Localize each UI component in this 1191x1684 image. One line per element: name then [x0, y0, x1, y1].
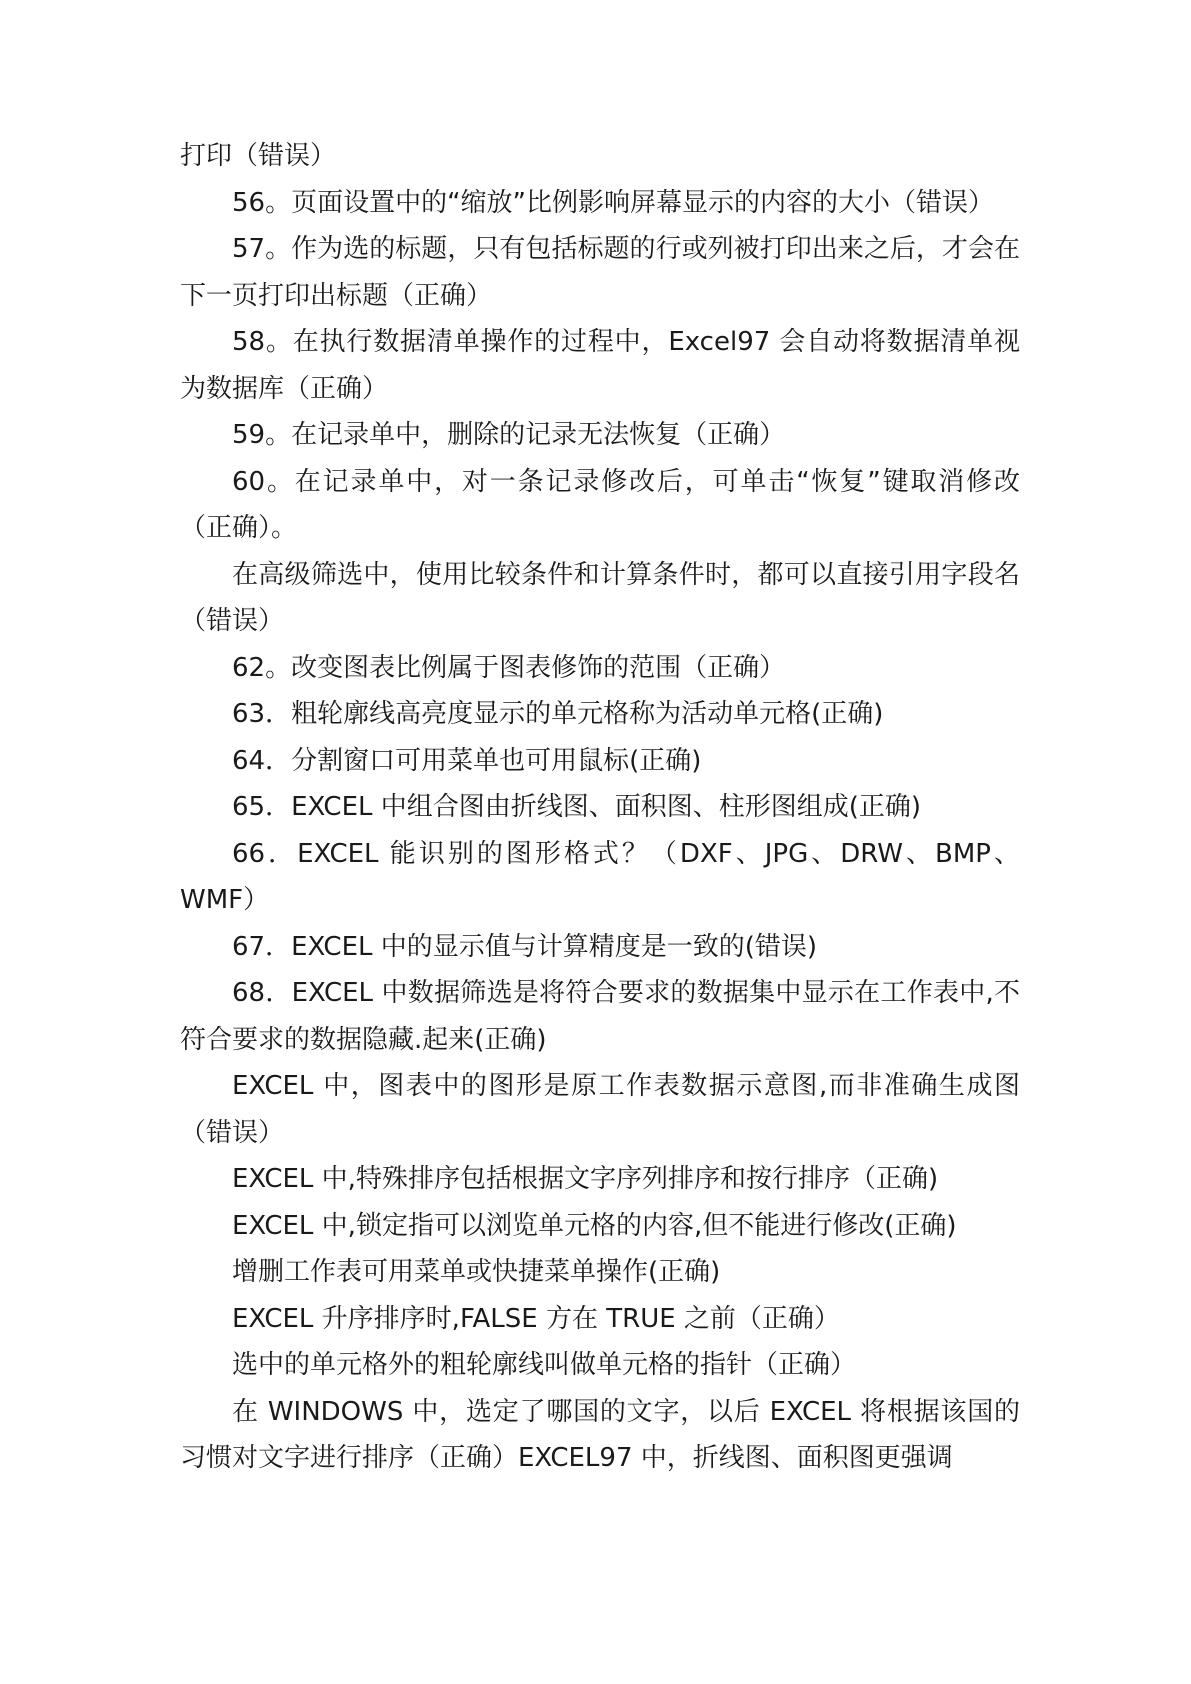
paragraph-continuation: 打印（错误）: [180, 141, 337, 171]
paragraph-item-cell-pointer: 选中的单元格外的粗轮廓线叫做单元格的指针（正确）: [232, 1350, 857, 1380]
paragraph-item-57: 57。作为选的标题，只有包括标题的行或列被打印出来之后，才会在下一页打印出标题（正确）: [180, 234, 1020, 311]
paragraph-item-special-sort: EXCEL 中,特殊排序包括根据文字序列排序和按行排序（正确): [232, 1164, 939, 1194]
paragraph-item-add-delete-sheet: 增删工作表可用菜单或快捷菜单操作(正确): [232, 1257, 721, 1287]
paragraph-item-ascending-sort: EXCEL 升序排序时,FALSE 方在 TRUE 之前（正确）: [232, 1303, 840, 1334]
paragraph-item-64: 64．分割窗口可用菜单也可用鼠标(正确): [232, 745, 702, 776]
paragraph-item-62: 62。改变图表比例属于图表修饰的范围（正确）: [232, 652, 786, 683]
paragraph-item-56: 56。页面设置中的“缩放”比例影响屏幕显示的内容的大小（错误）: [232, 187, 995, 218]
paragraph-item-advanced-filter: 在高级筛选中，使用比较条件和计算条件时，都可以直接引用字段名（错误）: [180, 559, 1020, 636]
paragraph-item-63: 63．粗轮廓线高亮度显示的单元格称为活动单元格(正确): [232, 699, 884, 729]
paragraph-item-58: 58。在执行数据清单操作的过程中，Excel97 会自动将数据清单视为数据库（正确）: [180, 327, 1020, 404]
paragraph-item-chart-shape: EXCEL 中，图表中的图形是原工作表数据示意图,而非准确生成图（错误）: [180, 1071, 1020, 1148]
paragraph-item-59: 59。在记录单中，删除的记录无法恢复（正确）: [232, 420, 786, 450]
paragraph-item-60: 60。在记录单中，对一条记录修改后，可单击“恢复”键取消修改（正确）。: [180, 466, 1020, 543]
paragraph-item-66: 66．EXCEL 能识别的图形格式？（DXF、JPG、DRW、BMP、WMF）: [180, 838, 1020, 915]
paragraph-item-lock: EXCEL 中,锁定指可以浏览单元格的内容,但不能进行修改(正确): [232, 1210, 957, 1241]
paragraph-item-67: 67．EXCEL 中的显示值与计算精度是一致的(错误): [232, 931, 818, 962]
paragraph-item-windows-language: 在 WINDOWS 中，选定了哪国的文字，以后 EXCEL 将根据该国的习惯对文字进行排序（正确）EXCEL97 中，折线图、面积图更强调: [180, 1396, 1020, 1473]
paragraph-item-68: 68．EXCEL 中数据筛选是将符合要求的数据集中显示在工作表中,不符合要求的数据隐藏.起来(正确): [180, 978, 1020, 1055]
paragraph-item-65: 65．EXCEL 中组合图由折线图、面积图、柱形图组成(正确): [232, 792, 922, 822]
document-page: [180, 133, 1020, 1482]
